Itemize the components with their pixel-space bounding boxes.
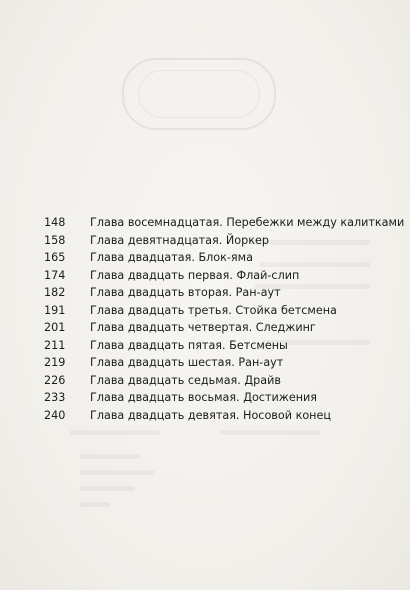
toc-page-number: 165 xyxy=(44,251,66,264)
toc-page-number: 148 xyxy=(44,216,66,229)
toc-chapter-title: Глава двадцать пятая. Бетсмены xyxy=(90,338,288,352)
toc-entry xyxy=(44,372,384,390)
toc-entry xyxy=(44,407,384,425)
toc-page-number: 158 xyxy=(44,233,66,247)
toc-entry xyxy=(44,232,384,250)
show-through-line xyxy=(80,502,110,507)
show-through-line xyxy=(70,430,160,435)
table-of-contents xyxy=(44,214,405,424)
toc-chapter-title: Глава двадцатая. Блок-яма xyxy=(90,251,253,264)
toc-chapter-title: Глава двадцать шестая. Ран-аут xyxy=(90,356,284,369)
toc-chapter-title: Глава двадцать первая. Флай-слип xyxy=(90,268,300,282)
toc-chapter-title: Глава двадцать восьмая. Достижения xyxy=(90,391,318,404)
toc-page-number: 191 xyxy=(44,303,66,317)
toc-entry xyxy=(44,354,384,372)
toc-chapter-title: Глава двадцать девятая. Носовой конец xyxy=(90,408,331,422)
show-through-line xyxy=(80,470,155,475)
toc-page-number: 240 xyxy=(44,408,66,422)
toc-entry xyxy=(44,302,384,320)
show-through-line xyxy=(80,486,135,491)
toc-entry xyxy=(44,249,384,267)
toc-chapter-title: Глава двадцать седьмая. Драйв xyxy=(90,373,281,387)
toc-page-number: 233 xyxy=(44,391,66,404)
toc-entry xyxy=(44,284,384,302)
toc-page-number: 174 xyxy=(44,268,66,282)
toc-page-number: 201 xyxy=(44,321,66,334)
toc-entry xyxy=(44,337,384,355)
toc-page-number: 226 xyxy=(44,373,66,387)
show-through-line xyxy=(220,430,320,435)
faded-stamp-inner xyxy=(138,70,260,118)
show-through-line xyxy=(80,454,140,459)
toc-page-number: 182 xyxy=(44,286,66,299)
toc-chapter-title: Глава двадцать вторая. Ран-аут xyxy=(90,286,281,299)
toc-page-number: 219 xyxy=(44,356,66,369)
toc-chapter-title: Глава двадцать третья. Стойка бетсмена xyxy=(90,303,337,317)
toc-entry xyxy=(44,267,384,285)
toc-chapter-title: Глава восемнадцатая. Перебежки между калитками xyxy=(90,216,405,229)
toc-entry xyxy=(44,389,384,407)
toc-entry xyxy=(44,319,384,337)
faded-stamp-icon xyxy=(122,58,276,130)
toc-page-number: 211 xyxy=(44,338,66,352)
toc-chapter-title: Глава девятнадцатая. Йоркер xyxy=(90,233,269,247)
toc-chapter-title: Глава двадцать четвертая. Следжинг xyxy=(90,321,316,334)
toc-entry xyxy=(44,214,405,232)
